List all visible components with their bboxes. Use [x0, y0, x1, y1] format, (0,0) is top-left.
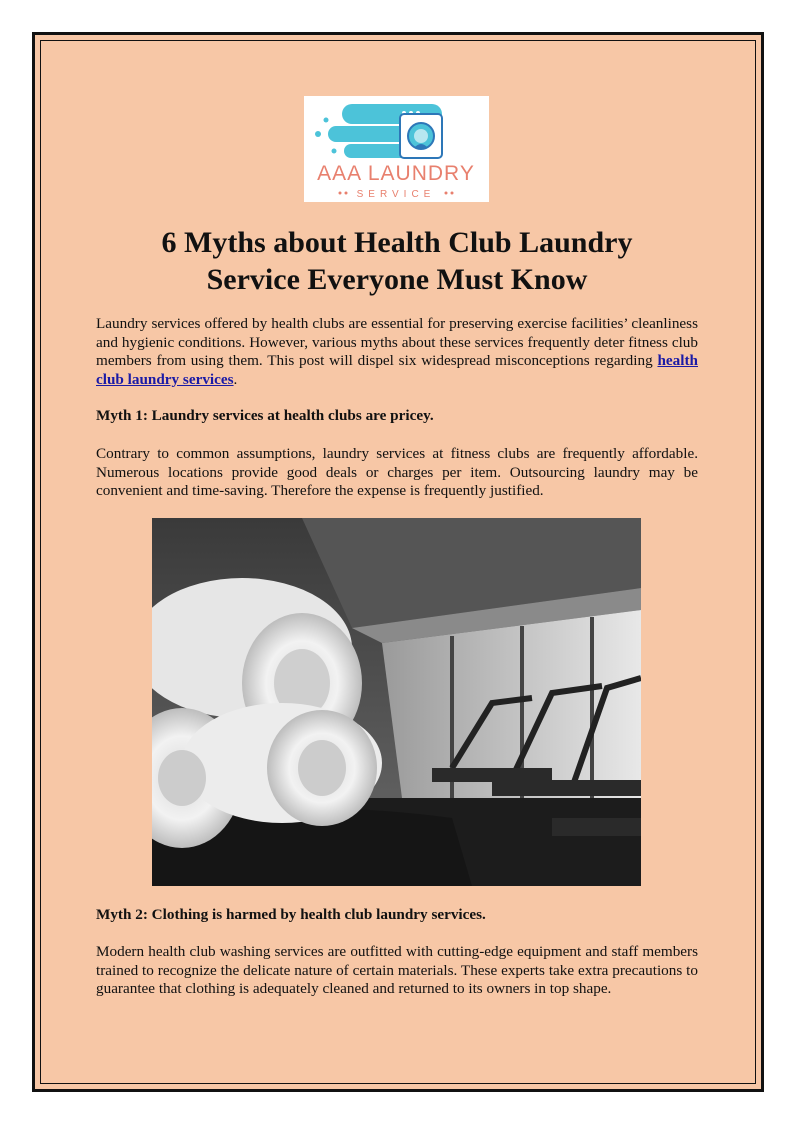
intro-text: Laundry services offered by health clubs are essential for preserving exercise facilities’ cleanliness and hygienic conditions. However, various myths about these services frequently deter fitness club members from using them. This post will dispel six widespread misconceptions regarding — [96, 315, 698, 369]
myth-1-heading: Myth 1: Laundry services at health clubs are pricey. — [96, 407, 434, 424]
myth-2-body: Modern health club washing services are outfitted with cutting-edge equipment and staff members trained to recognize the delicate nature of certain materials. These experts take extra precautions to guarantee that clothing is adequately cleaned and returned to its owners in top shape. — [96, 943, 698, 997]
title-line-2: Service Everyone Must Know — [206, 263, 588, 296]
intro-paragraph — [96, 315, 698, 389]
health-club-laundry-link[interactable]: health club laundry services — [96, 352, 698, 388]
logo-sub-text: SERVICE — [356, 189, 436, 200]
myth-2-heading: Myth 2: Clothing is harmed by health club laundry services. — [96, 906, 486, 923]
intro-end: . — [233, 370, 238, 388]
myth-1-body: Contrary to common assumptions, laundry services at fitness clubs are frequently affordable. Numerous locations provide good deals or charges per item. Outsourcing laundry may be convenient and time-saving. Therefore the expense is frequently justified. — [96, 445, 698, 499]
logo-brand-text: AAA LAUNDRY — [317, 162, 475, 185]
article-title — [96, 224, 698, 298]
gym-towels-photo — [152, 518, 641, 886]
title-line-1: 6 Myths about Health Club Laundry — [161, 226, 633, 259]
aaa-laundry-logo — [304, 96, 489, 202]
